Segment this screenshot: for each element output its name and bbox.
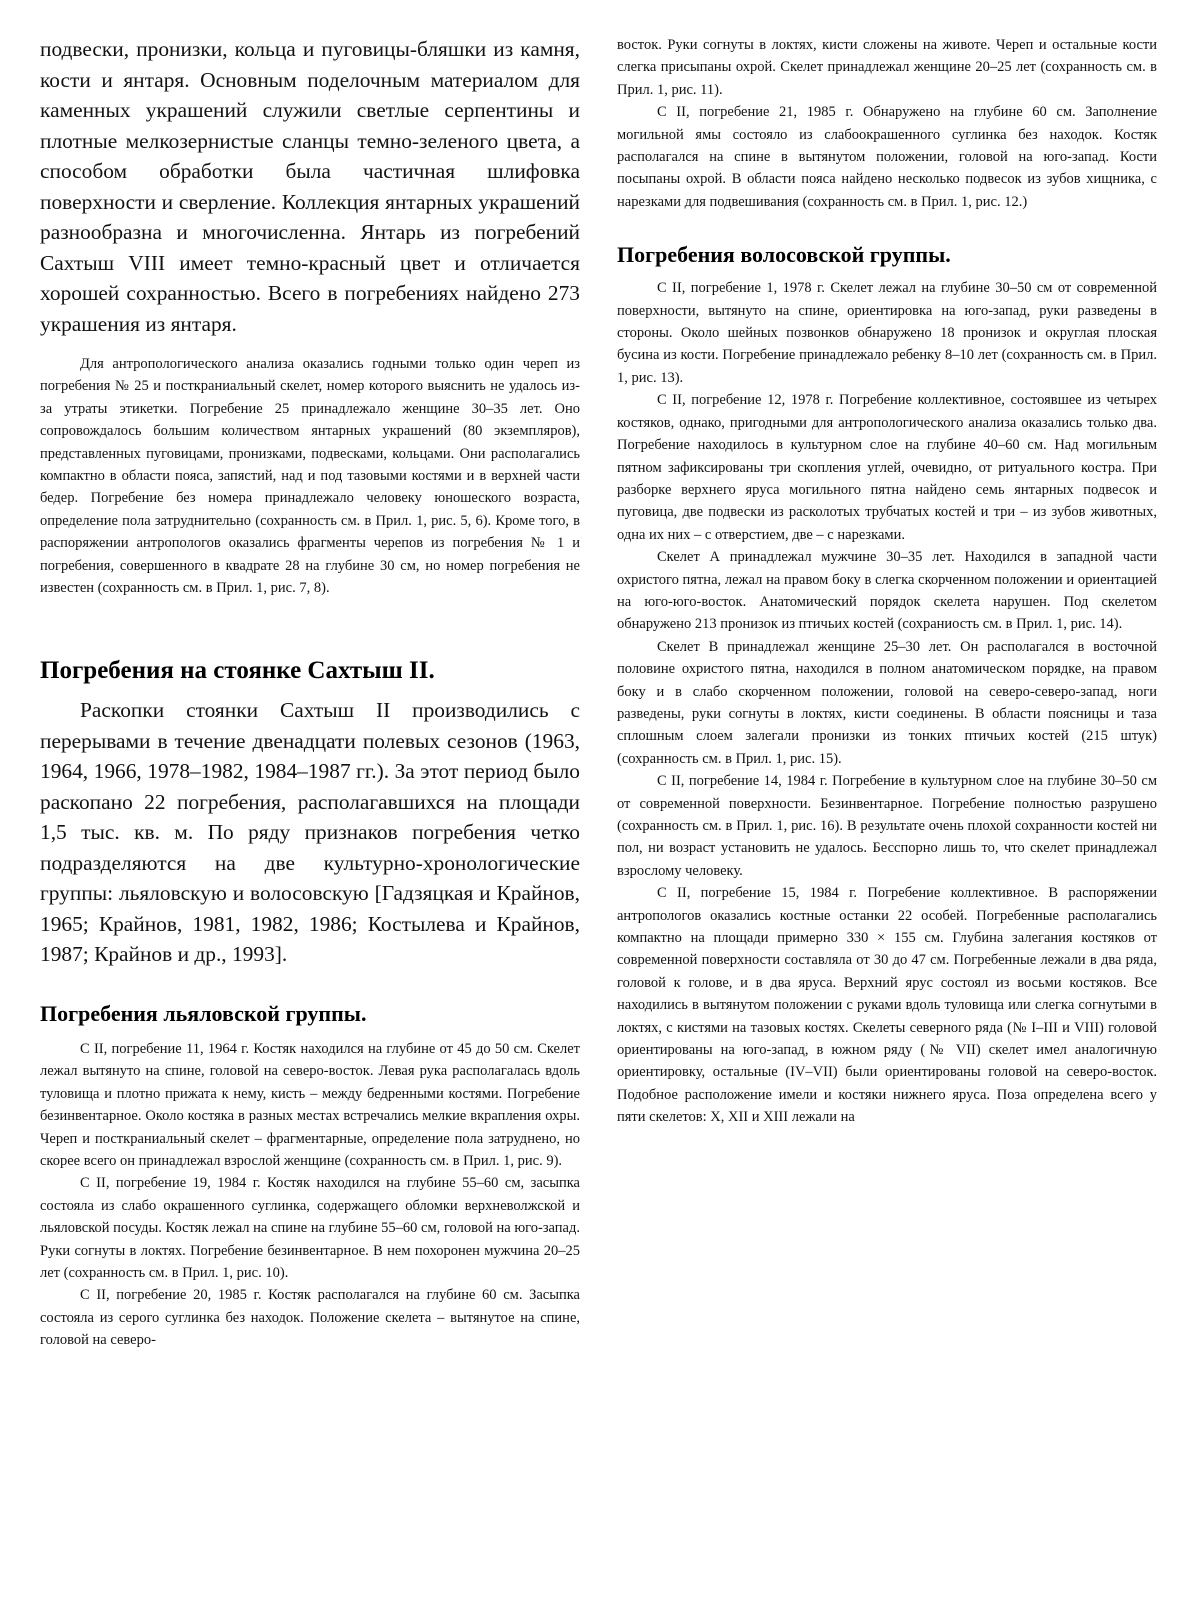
right-column <box>617 34 1157 1129</box>
section-intro-block <box>40 695 580 970</box>
right-top-block <box>617 34 1157 213</box>
burial-paragraph: С II, погребение 11, 1964 г. Костяк находился на глубине от 45 до 50 см. Скелет лежал вытянуто на спине, головой на северо-восток. Левая рука располагалась вдоль туловища и плотно прижата к нему, кисть – между бедренными костями. Погребение безинвентарное. Около костяка в разных местах встречались мелкие вкрапления охры. Череп и посткраниальный скелет – фрагментарные, определение пола затруднено, но скорее всего он принадлежал взрослой женщине (сохранность см. в Прил. 1, рис. 9). <box>40 1040 580 1169</box>
left-column <box>40 34 580 1352</box>
burial-paragraph: Скелет В принадлежал женщине 25–30 лет. Он располагался в восточной половине охристого пятна, находился в полном анатомическом порядке, на правом боку и в слабо скорченном положении, головой на северо-северо-запад, ноги разведены, руки согнуты в локтях, кисти соединены. В области поясницы и таза сплошным слоем залегали пронизки из тонких птичьих костей (215 штук) (сохранность см. в Прил. 1, рис. 15). <box>617 638 1157 767</box>
subsection-heading-volosovo: Погребения волосовской группы. <box>617 242 951 268</box>
lyalovo-burials <box>40 1038 580 1352</box>
burial-paragraph: С II, погребение 1, 1978 г. Скелет лежал на глубине 30–50 см от современной поверхности, вытянуто на спине, ориентировка на юго-запад, руки разведены в стороны. Около шейных позвонков обнаружено 18 пронизок и округлая плоская бусина из кости. Погребение принадлежало ребенку 8–10 лет (сохранность см. в Прил. 1, рис. 13). <box>617 280 1157 386</box>
section-paragraph: Раскопки стоянки Сахтыш II производились с перерывами в течение двенадцати полевых сезонов (1963, 1964, 1966, 1978–1982, 1984–1987 гг.). За этот период было раскопано 22 погребения, располагавшихся на площади 1,5 тыс. кв. м. По ряду признаков погребения четко подразделяются на две культурно-хронологические группы: льяловскую и волосовскую [Гадзяцкая и Крайнов, 1965; Крайнов, 1981, 1982, 1986; Костылева и Крайнов, 1987; Крайнов и др., 1993]. <box>40 698 580 967</box>
continuation-paragraph: восток. Руки согнуты в локтях, кисти сложены на животе. Череп и остальные кости слегка присыпаны охрой. Скелет принадлежал женщине 20–25 лет (сохранность см. в Прил. 1, рис. 11). <box>617 37 1157 98</box>
burial-paragraph: С II, погребение 19, 1984 г. Костяк находился на глубине 55–60 см, засыпка состояла из слабо окрашенного суглинка, содержащего обломки верхневолжской и льяловской посуды. Костяк лежал на спине на глубине 55–60 см, головой на юго-запад. Руки согнуты в локтях. Погребение безинвентарное. В нем похоронен мужчина 20–25 лет (сохранность см. в Прил. 1, рис. 10). <box>40 1175 580 1282</box>
volosovo-burials <box>617 277 1157 1128</box>
burial-paragraph: С II, погребение 14, 1984 г. Погребение в культурном слое на глубине 30–50 см от современной поверхности. Безинвентарное. Погребение полностью разрушено (сохранность см. в Прил. 1, рис. 16). В результате очень плохой сохранности костей ни пол, ни возраст установить не удалось. Бесспорно лишь то, что скелет принадлежал взрослому человеку. <box>617 773 1157 879</box>
section-heading: Погребения на стоянке Сахтыш II. <box>40 657 435 685</box>
burial-paragraph: С II, погребение 15, 1984 г. Погребение коллективное. В распоряжении антропологов оказались костные останки 22 особей. Погребенные располагались компактно на площади примерно 330 × 155 см. Глубина залегания костяков от современной поверхности составляла от 30 до 47 см. Погребенные лежали в два ряда, головой к голове, и в два яруса. Верхний ярус состоял из восьми костяков. Все находились в вытянутом положении с руками вдоль туловища или слегка согнутыми в локтях, с кистями на тазовых костях. Скелеты северного ряда (№ I–III и VIII) головой ориентированы на юго-запад, в южном ряду (№ VII) скелет имел аналогичную ориентировку, остальные (IV–VII) были ориентированы головой на северо-восток. Подобное расположение имели и костяки нижнего яруса. Поза определена всего у пяти скелетов: X, XII и XIII лежали на <box>617 885 1157 1126</box>
intro-block <box>40 34 580 339</box>
burial-paragraph: Скелет А принадлежал мужчине 30–35 лет. Находился в западной части охристого пятна, лежал на правом боку в слегка скорченном положении и ориентацией на юго-юго-восток. Анатомический порядок скелета нарушен. Под скелетом обнаружено 213 пронизок из птичьих костей (сохраниость см. в Прил. 1, рис. 14). <box>617 549 1157 633</box>
anthropology-note: Для антропологического анализа оказались годными только один череп из погребения № 25 и посткраниальный скелет, номер которого выяснить не удалось из-за утраты этикетки. Погребение 25 принадлежало женщине 30–35 лет. Оно сопровождалось большим количеством янтарных украшений (80 экземпляров), представленных пуговицами, пронизками, подвесками, кольцами. Они располагались компактно в области пояса, запястий, над и под тазовыми костями и в верхней части бедер. Погребение без номера принадлежало человеку юношеского возраста, определение пола затруднительно (сохранность см. в Прил. 1, рис. 5, 6). Кроме того, в распоряжении антропологов оказались фрагменты черепов из погребения № 1 и погребения, совершенного в квадрате 28 на глубине 30 см, но номер погребения не известен (сохранность см. в Прил. 1, рис. 7, 8). <box>40 356 580 597</box>
burial-paragraph: С II, погребение 20, 1985 г. Костяк располагался на глубине 60 см. Засыпка состояла из серого суглинка без находок. Положение скелета – вытянутое на спине, головой на северо- <box>40 1287 580 1349</box>
intro-paragraph: подвески, пронизки, кольца и пуговицы-бляшки из камня, кости и янтаря. Основным поделочным материалом для каменных украшений служили светлые серпентины и плотные мелкозернистые сланцы темно-зеленого цвета, а способом обработки была частичная шлифовка поверхности и сверление. Коллекция янтарных украшений разнообразна и многочисленна. Янтарь из погребений Сахтыш VIII имеет темно-красный цвет и отличается хорошей сохранностью. Всего в погребениях найдено 273 украшения из янтаря. <box>40 37 580 336</box>
anthropology-block <box>40 353 580 599</box>
subsection-heading-lyalovo: Погребения льяловской группы. <box>40 1000 367 1026</box>
burial-paragraph: С II, погребение 21, 1985 г. Обнаружено на глубине 60 см. Заполнение могильной ямы состояло из слабоокрашенного суглинка без находок. Костяк располагался на спине в вытянутом положении, головой на юго-запад. Кости посыпаны охрой. В области пояса найдено несколько подвесок из зубов хищника, с нарезками для подвешивания (сохранность см. в Прил. 1, рис. 12.) <box>617 104 1157 210</box>
burial-paragraph: С II, погребение 12, 1978 г. Погребение коллективное, состоявшее из четырех костяков, однако, пригодными для антропологического анализа оказались только два. Погребение находилось в культурном слое на глубине 40–60 см. Над могильным пятном зафиксированы три скопления углей, очевидно, от ритуального костра. При разборке верхнего яруса могильного пятна найдено семь янтарных подвесок и пуговица, две подвески из расколотых трубчатых костей и три – из зубов животных, одна их них – с отверстием, две – с нарезками. <box>617 392 1157 543</box>
